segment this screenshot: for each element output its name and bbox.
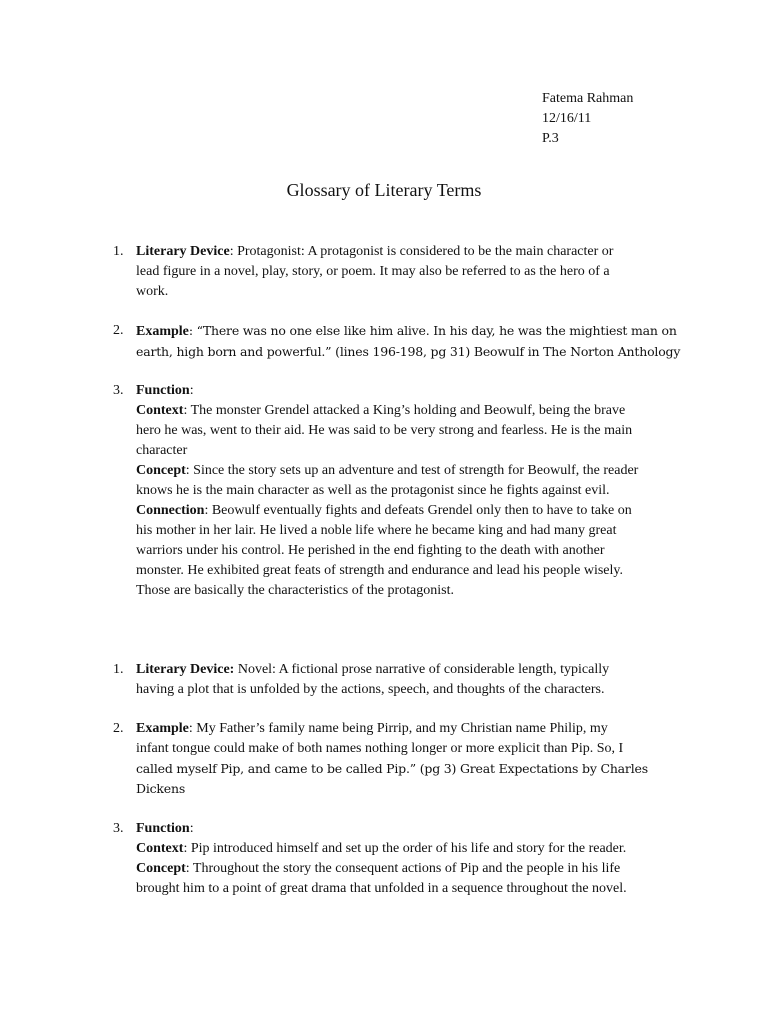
- document-title: Glossary of Literary Terms: [286, 180, 482, 200]
- example-quote: infant tongue could make of both names nothing longer or more explicit than Pip. So, I: [136, 741, 624, 756]
- context-label: Context: [136, 841, 184, 856]
- list-number: 1.: [113, 662, 124, 677]
- definition-text: Novel: A fictional prose narrative of considerable length, typically: [234, 662, 610, 677]
- author-date: 12/16/11: [542, 111, 592, 126]
- concept-label: Concept: [136, 463, 186, 478]
- example-quote: earth, high born and powerful.” (lines 196-198, pg 31) Beowulf in The Norton Anthology: [136, 344, 681, 359]
- example-quote: : My Father’s family name being Pirrip, and my Christian name Philip, my: [188, 721, 608, 736]
- function-label: Function: [136, 383, 190, 398]
- context-text: hero he was, went to their aid. He was said to be very strong and fearless. He is the main: [136, 423, 633, 438]
- list-number: 2.: [113, 721, 124, 736]
- example-quote: called myself Pip, and came to be called Pip.” (pg 3) Great Expectations by Charles: [136, 761, 648, 776]
- concept-text: knows he is the main character as well as the protagonist since he fights against evil.: [136, 483, 610, 498]
- concept-label: Concept: [136, 861, 186, 876]
- function-label-colon: :: [189, 383, 194, 398]
- definition-text: work.: [136, 284, 169, 299]
- list-number: 3.: [113, 821, 124, 836]
- function-label-colon: :: [189, 821, 194, 836]
- list-number: 1.: [113, 244, 124, 259]
- context-text: character: [136, 443, 188, 458]
- term-label: Literary Device:: [136, 662, 235, 677]
- definition-text: lead figure in a novel, play, story, or poem. It may also be referred to as the hero of a: [136, 264, 610, 279]
- list-number: 3.: [113, 383, 124, 398]
- author-header: [542, 89, 633, 149]
- list-number: 2.: [113, 323, 124, 338]
- connection-text: : Beowulf eventually fights and defeats Grendel only then to have to take on: [204, 503, 632, 518]
- definition-text: having a plot that is unfolded by the actions, speech, and thoughts of the characters.: [136, 682, 605, 697]
- connection-text: monster. He exhibited great feats of strength and endurance and lead his people wisely.: [136, 563, 623, 578]
- function-label: Function: [136, 821, 190, 836]
- author-name: Fatema Rahman: [542, 91, 634, 106]
- definition-text: : Protagonist: A protagonist is considered to be the main character or: [229, 244, 614, 259]
- context-text: : Pip introduced himself and set up the order of his life and story for the reader.: [183, 841, 627, 856]
- example-quote: : “There was no one else like him alive. In his day, he was the mightiest man on: [188, 323, 677, 338]
- class-period: P.3: [542, 131, 559, 146]
- concept-text: : Throughout the story the consequent actions of Pip and the people in his life: [185, 861, 621, 876]
- example-label: Example: [136, 721, 189, 736]
- connection-text: warriors under his control. He perished in the end fighting to the death with another: [136, 543, 605, 558]
- connection-label: Connection: [136, 503, 205, 518]
- connection-text: his mother in her lair. He lived a noble life where he became king and had many great: [136, 523, 617, 538]
- concept-text: : Since the story sets up an adventure and test of strength for Beowulf, the reader: [185, 463, 639, 478]
- example-label: Example: [136, 324, 189, 339]
- term-label: Literary Device: [136, 244, 230, 259]
- example-quote: Dickens: [136, 781, 186, 796]
- context-text: : The monster Grendel attacked a King’s holding and Beowulf, being the brave: [183, 403, 626, 418]
- context-label: Context: [136, 403, 184, 418]
- concept-text: brought him to a point of great drama that unfolded in a sequence throughout the novel.: [136, 881, 627, 896]
- connection-text: Those are basically the characteristics of the protagonist.: [136, 583, 454, 598]
